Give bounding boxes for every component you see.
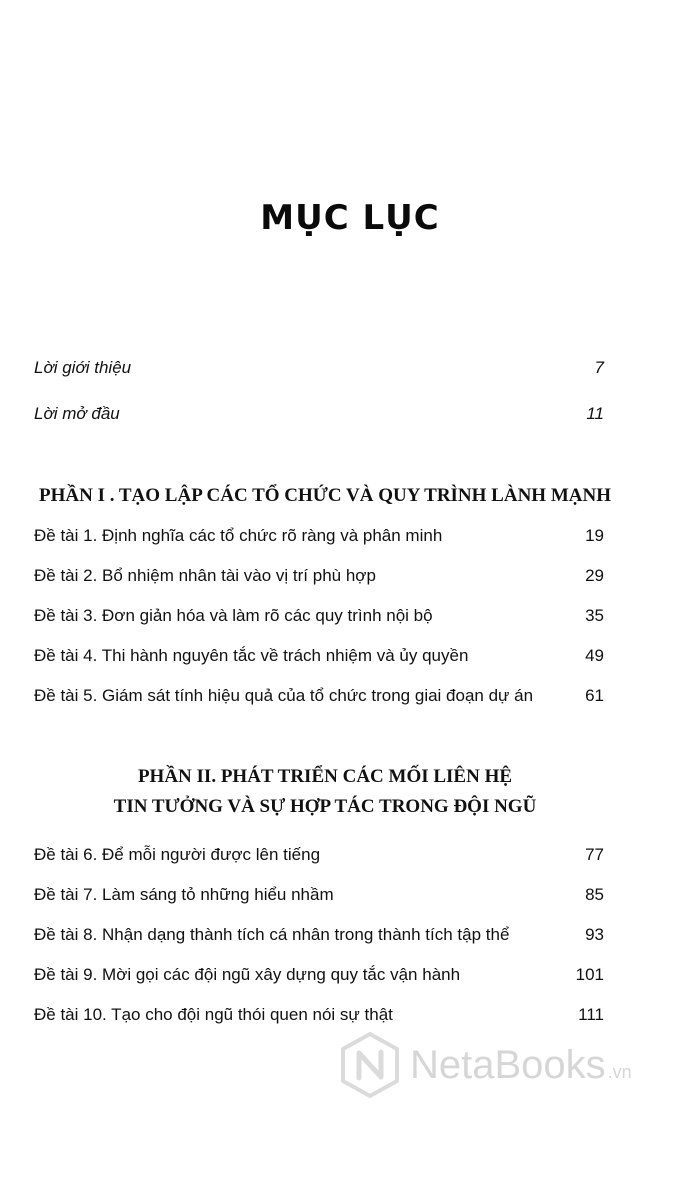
toc-entry-label: Đề tài 8. Nhận dạng thành tích cá nhân trong thành tích tập thể	[34, 925, 510, 944]
toc-entry-page: 93	[585, 925, 604, 944]
toc-entry-label: Đề tài 6. Để mỗi người được lên tiếng	[34, 845, 321, 864]
part-2-heading-line-2: TIN TƯỞNG VÀ SỰ HỢP TÁC TRONG ĐỘI NGŨ	[113, 796, 537, 817]
part-2-heading-line-1: PHẦN II. PHÁT TRIỂN CÁC MỐI LIÊN HỆ	[137, 766, 513, 787]
toc-entry-topic-5[interactable]	[34, 686, 604, 712]
toc-entry-topic-2[interactable]	[34, 566, 604, 592]
toc-entry-topic-9[interactable]	[34, 965, 604, 991]
toc-entry-label: Đề tài 5. Giám sát tính hiệu quả của tổ chức trong giai đoạn dự án	[34, 686, 534, 705]
toc-entry-topic-7[interactable]	[34, 885, 604, 911]
toc-entry-label: Đề tài 2. Bổ nhiệm nhân tài vào vị trí phù hợp	[34, 566, 376, 585]
toc-entry-topic-6[interactable]	[34, 845, 604, 871]
toc-entry-label: Đề tài 4. Thi hành nguyên tắc về trách nhiệm và ủy quyền	[34, 646, 469, 665]
toc-entry-page: 29	[585, 566, 604, 585]
toc-entry-label: Đề tài 7. Làm sáng tỏ những hiểu nhầm	[34, 885, 334, 904]
part-1-heading	[0, 481, 650, 511]
toc-entry-page: 19	[585, 526, 604, 545]
page-title: MỤC LỤC	[260, 198, 440, 238]
toc-entry-topic-3[interactable]	[34, 606, 604, 632]
toc-entry-page: 7	[594, 358, 604, 377]
toc-entry-topic-8[interactable]	[34, 925, 604, 951]
netabooks-watermark	[338, 1025, 678, 1105]
toc-entry-page: 85	[585, 885, 604, 904]
toc-entry-label: Lời giới thiệu	[34, 358, 132, 377]
toc-entry-label: Đề tài 9. Mời gọi các đội ngũ xây dựng quy tắc vận hành	[34, 965, 461, 984]
toc-entry-page: 35	[585, 606, 604, 625]
toc-entry-topic-1[interactable]	[34, 526, 604, 552]
toc-entry-page: 11	[586, 404, 604, 423]
netabooks-logo-icon	[338, 1031, 402, 1099]
toc-entry-page: 111	[578, 1005, 604, 1024]
toc-entry-topic-4[interactable]	[34, 646, 604, 672]
toc-entry-label: Đề tài 1. Định nghĩa các tổ chức rõ ràng và phân minh	[34, 526, 443, 545]
toc-entry-page: 77	[585, 845, 604, 864]
toc-entry-label: Lời mở đầu	[34, 404, 120, 423]
toc-entry-label: Đề tài 10. Tạo cho đội ngũ thói quen nói sự thật	[34, 1005, 393, 1024]
toc-entry-page: 49	[585, 646, 604, 665]
toc-entry-front-1[interactable]	[34, 358, 604, 384]
toc-entry-page: 101	[575, 965, 604, 984]
part-1-heading-line-1: PHẦN I . TẠO LẬP CÁC TỔ CHỨC VÀ QUY TRÌNH LÀNH MẠNH	[39, 485, 611, 506]
part-2-heading	[0, 762, 650, 822]
toc-entry-page: 61	[585, 686, 604, 705]
toc-entry-front-2[interactable]	[34, 404, 604, 430]
toc-entry-label: Đề tài 3. Đơn giản hóa và làm rõ các quy trình nội bộ	[34, 606, 433, 625]
watermark-brand-text: NetaBooks .vn	[410, 1042, 632, 1087]
